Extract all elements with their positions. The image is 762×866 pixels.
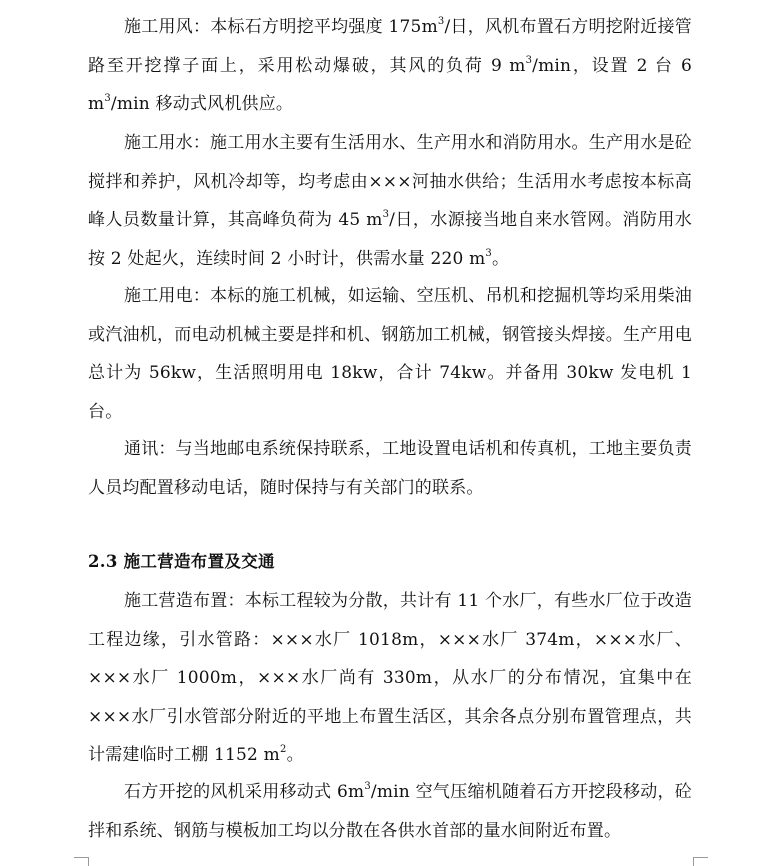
- superscript: 2: [280, 744, 287, 756]
- paragraph-construction-wind: [88, 8, 692, 124]
- section-heading: [88, 543, 692, 581]
- paragraph-construction-electricity: [88, 277, 692, 431]
- text-run: /min，设置 2 台 6 m: [88, 55, 692, 114]
- page-margin-corner-left: [74, 857, 89, 866]
- page-margin-corner-right: [693, 857, 708, 866]
- text-run: 施工用电：本标的施工机械，如运输、空压机、吊机和挖掘机等均采用柴油或汽油机，而电动机械主要是拌和机、钢筋加工机械，钢管接头焊接。生产用电总计为 56kw，生活照明用电 18kw，合计 74kw。并备用 30kw 发电机 1 台。: [88, 286, 692, 422]
- text-run: /日，水源接当地自来水管网。消防用水按 2 处起火，连续时间 2 小时计，供需水量 220 m: [88, 210, 693, 269]
- text-run: 石方开挖的风机采用移动式 6m: [124, 782, 365, 802]
- text-run: 。: [286, 745, 304, 765]
- paragraph-air-compressor: [88, 773, 692, 850]
- superscript: 3: [525, 54, 533, 66]
- superscript: 3: [104, 93, 111, 105]
- paragraph-communication: [88, 430, 692, 507]
- text-run: 通讯：与当地邮电系统保持联系，工地设置电话机和传真机，工地主要负责人员均配置移动电话，随时保持与有关部门的联系。: [88, 439, 692, 498]
- text-run: 施工用水：施工用水主要有生活用水、生产用水和消防用水。生产用水是砼搅拌和养护，风机冷却等，均考虑由×××河抽水供给；生活用水考虑按本标高峰人员数量计算，其高峰负荷为 45 m: [88, 133, 692, 230]
- text-run: /日，风机布置石方明挖附近接管路至开挖撑子面上，采用松动爆破，其风的负荷 9 m: [88, 17, 692, 76]
- text-run: /min 空气压缩机随着石方开挖段移动，砼拌和系统、钢筋与模板加工均以分散在各供水首部的量水间附近布置。: [88, 782, 692, 841]
- paragraph-site-layout: [88, 582, 692, 775]
- text-run: 施工用风：本标石方明挖平均强度 175m: [124, 17, 438, 37]
- superscript: 3: [437, 16, 445, 28]
- superscript: 3: [382, 209, 390, 221]
- section-title: 施工营造布置及交通: [123, 552, 275, 571]
- superscript: 3: [364, 781, 371, 793]
- text-run: 。: [491, 248, 510, 269]
- section-number: 2.3: [88, 552, 118, 571]
- text-run: /min 移动式风机供应。: [110, 94, 294, 114]
- paragraph-construction-water: [88, 124, 692, 278]
- text-run: 施工营造布置：本标工程较为分散，共计有 11 个水厂，有些水厂位于改造工程边缘，引水管路：×××水厂 1018m，×××水厂 374m，×××水厂、×××水厂 1000m，×××水厂尚有 330m，从水厂的分布情况，宜集中在×××水厂引水管部分附近的平地上布置生活区，其余各点分别布置管理点，共计需建临时工棚 1152 m: [88, 591, 692, 765]
- superscript: 3: [485, 247, 492, 259]
